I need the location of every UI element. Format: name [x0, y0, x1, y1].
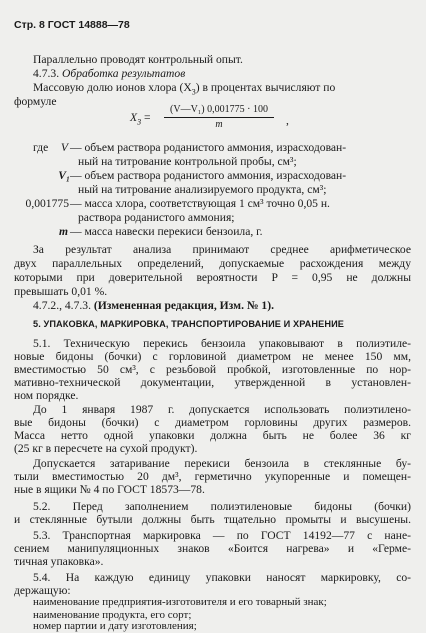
paragraph-5-2-line-2: и стеклянные бутыли должны быть тщательно промыты и высушены.	[14, 513, 411, 526]
section-5-heading: 5. УПАКОВКА, МАРКИРОВКА, ТРАНСПОРТИРОВАНИЕ И ХРАНЕНИЕ	[33, 319, 345, 329]
section-title: Обработка результатов	[62, 67, 186, 80]
paragraph-until-1987-line-4: (25 кг в пересчете на сухой продукт).	[14, 442, 198, 455]
formula-trailing-comma: ,	[286, 114, 289, 127]
where-lead: где	[33, 141, 49, 154]
fraction-bar	[164, 117, 274, 118]
amendment-text: (Измененная редакция, Изм. № 1).	[93, 299, 274, 312]
paragraph-result-line-3: которыми при доверительной вероятности P = 0,95 не должны	[14, 271, 411, 284]
paragraph-5-3-line-2: сением манипуляционных знаков «Боится нагрева» и «Герме-	[14, 542, 411, 555]
symbol-constant-desc-2: раствора роданистого аммония;	[78, 211, 235, 224]
paragraph-result-line-1: За результат анализа принимают среднее арифметическое	[33, 243, 411, 256]
paragraph-until-1987-line-3: Масса нетто одной упаковки должна быть не более 36 кг	[14, 429, 411, 442]
paragraph-5-1-line-4: мативно-технической документации, утвержденной в установлен-	[14, 376, 411, 389]
symbol-v1: V₁	[58, 169, 70, 182]
paragraph-until-1987-line-2: вые бидоны (бочки) с диаметром горловины других размеров.	[14, 416, 411, 429]
formula-fraction	[164, 104, 274, 131]
paragraph-5-3-line-3: тичная упаковка».	[14, 555, 104, 568]
symbol-v-desc-2: ный на титрование контрольной пробы, см³;	[78, 155, 297, 168]
paragraph-control-test: Параллельно проводят контрольный опыт.	[33, 53, 243, 66]
paragraph-5-1-line-1: 5.1. Техническую перекись бензоила упаковывают в полиэтиле-	[33, 337, 411, 350]
paragraph-result-line-4: превышать 0,01 %.	[14, 285, 108, 298]
symbol-v1-desc-1: — объем раствора роданистого аммония, израсходован-	[70, 169, 347, 182]
section-4-7-3-heading	[33, 67, 185, 81]
paragraph-5-3-line-1: 5.3. Транспортная маркировка — по ГОСТ 14192—77 с нане-	[33, 529, 411, 542]
text-run: ) в процентах вычисляют по	[195, 81, 336, 94]
formula-numerator: (V—V₁) 0,001775 · 100	[170, 104, 268, 115]
formula-subscript: 3	[137, 117, 142, 127]
symbol-v1-desc-2: ный на титрование анализируемого продукта, см³;	[78, 183, 327, 196]
paragraph-5-1-line-5: ном порядке.	[14, 389, 79, 402]
paragraph-5-4-line-2: держащую:	[14, 584, 71, 597]
paragraph-until-1987-line-1: До 1 января 1987 г. допускается использовать полиэтилено-	[33, 403, 411, 416]
paragraph-result-line-2: двух параллельных определений, допускаемые расхождения между	[14, 257, 411, 270]
formula-lhs	[130, 111, 151, 128]
paragraph-glass-bottles-line-1: Допускается затаривание перекиси бензоила в стеклянные бу-	[33, 457, 411, 470]
symbol-m: m	[58, 225, 68, 238]
subscript: 3	[191, 87, 196, 97]
section-number: 4.7.3.	[33, 67, 60, 80]
page-header: Стр. 8 ГОСТ 14888—78	[14, 19, 130, 31]
symbol-m-desc-1: — масса навески перекиси бензоила, г.	[70, 225, 263, 238]
amendment-refs: 4.7.2., 4.7.3.	[33, 299, 91, 312]
symbol-v: V	[60, 141, 68, 154]
symbol-v-desc-1: — объем раствора роданистого аммония, израсходован-	[70, 141, 347, 154]
paragraph-5-4-item-1: наименование предприятия-изготовителя и его товарный знак;	[33, 596, 327, 608]
formula-equals: =	[141, 111, 151, 124]
paragraph-mass-fraction	[33, 81, 411, 99]
amendment-note	[33, 299, 274, 313]
paragraph-5-1-line-3: вместимостью 50 cм³, с резьбовой пробкой, изготовленные по нор-	[14, 363, 411, 376]
paragraph-5-4-item-2: наименование продукта, его сорт;	[33, 609, 192, 621]
symbol-constant: 0,001775	[25, 197, 69, 210]
paragraph-5-4-line-1: 5.4. На каждую единицу упаковки наносят маркировку, со-	[33, 571, 411, 584]
formula-symbol: X	[130, 111, 138, 124]
paragraph-5-2-line-1: 5.2. Перед заполнением полиэтиленовые бидоны (бочки)	[33, 500, 411, 513]
paragraph-5-4-item-3: номер партии и дату изготовления;	[33, 620, 197, 632]
symbol-constant-desc-1: — масса хлора, соответствующая 1 см³ точно 0,05 н.	[70, 197, 330, 210]
paragraph-glass-bottles-line-2: тыли вместимостью 20 дм³, герметично укупоренные и помещен-	[14, 470, 411, 483]
paragraph-5-1-line-2: новые бидоны (бочки) с горловиной диаметром не менее 150 мм,	[14, 350, 411, 363]
paragraph-formula-word: формуле	[14, 95, 57, 108]
paragraph-glass-bottles-line-3: ные в ящики № 4 по ГОСТ 18573—78.	[14, 483, 205, 496]
text-run: Массовую долю ионов хлора (X	[33, 81, 192, 94]
formula-denominator: m	[215, 119, 223, 130]
